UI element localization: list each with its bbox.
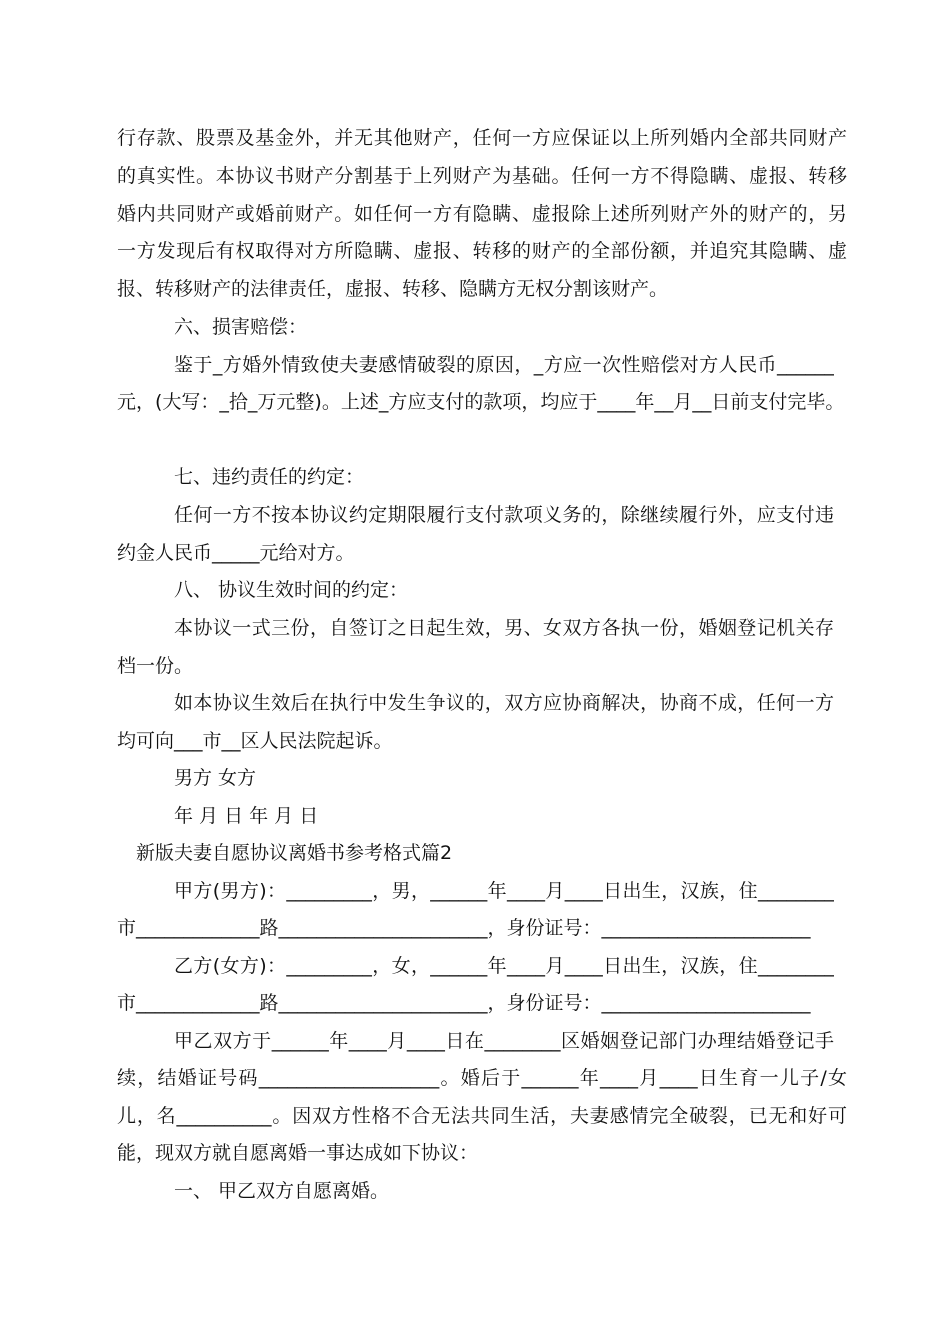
paragraph-line: 任何一方不按本协议约定期限履行支付款项义务的，除继续履行外，应支付违 — [174, 504, 834, 526]
section-heading: 一、 甲乙双方自愿离婚。 — [174, 1180, 390, 1202]
document-title: 新版夫妻自愿协议离婚书参考格式篇2 — [136, 842, 453, 864]
party-b-line: 乙方(女方)：_________，女，______年____月____日出生，汉族，住________ — [174, 955, 834, 977]
paragraph-line: 均可向___市__区人民法院起诉。 — [117, 730, 393, 752]
paragraph-line: 如本协议生效后在执行中发生争议的，双方应协商解决，协商不成，任何一方 — [174, 692, 834, 714]
paragraph-line: 一方发现后有权取得对方所隐瞒、虚报、转移的财产的全部份额，并追究其隐瞒、虚 — [117, 240, 847, 262]
paragraph-line: 行存款、股票及基金外，并无其他财产，任何一方应保证以上所列婚内全部共同财产 — [117, 127, 847, 149]
paragraph-line: 续，结婚证号码___________________。婚后于______年____月____日生育一儿子/女 — [117, 1067, 847, 1089]
paragraph-line: 元，(大写：_拾_万元整)。上述_方应支付的款项，均应于____年__月__日前支付完毕。 — [117, 391, 845, 413]
paragraph-line: 本协议一式三份，自签订之日起生效，男、女双方各执一份，婚姻登记机关存 — [174, 617, 834, 639]
party-a-address-line: 市_____________路______________________，身份证号：______________________ — [117, 917, 811, 939]
paragraph-line: 甲乙双方于______年____月____日在________区婚姻登记部门办理结婚登记手 — [174, 1030, 834, 1052]
party-a-line: 甲方(男方)：_________，男，______年____月____日出生，汉族，住________ — [174, 880, 834, 902]
paragraph-line: 婚内共同财产或婚前财产。如任何一方有隐瞒、虚报除上述所列财产外的财产的，另 — [117, 203, 847, 225]
section-heading: 八、 协议生效时间的约定： — [174, 579, 409, 601]
section-heading: 七、违约责任的约定： — [174, 466, 365, 488]
paragraph-line: 儿，名__________。因双方性格不合无法共同生活，夫妻感情完全破裂，已无和好可 — [117, 1105, 847, 1127]
paragraph-line: 约金人民币_____元给对方。 — [117, 542, 355, 564]
paragraph-line: 的真实性。本协议书财产分割基于上列财产为基础。任何一方不得隐瞒、虚报、转移 — [117, 165, 847, 187]
signature-line: 男方 女方 — [174, 767, 257, 789]
party-b-address-line: 市_____________路______________________，身份证号：______________________ — [117, 992, 811, 1014]
section-heading: 六、损害赔偿： — [174, 316, 308, 338]
paragraph-line: 档一份。 — [117, 655, 194, 677]
paragraph-line: 报、转移财产的法律责任，虚报、转移、隐瞒方无权分割该财产。 — [117, 278, 669, 300]
date-line: 年 月 日 年 月 日 — [174, 805, 319, 827]
paragraph-line: 鉴于_方婚外情致使夫妻感情破裂的原因，_方应一次性赔偿对方人民币______ — [174, 354, 834, 376]
paragraph-line: 能，现双方就自愿离婚一事达成如下协议： — [117, 1142, 479, 1164]
